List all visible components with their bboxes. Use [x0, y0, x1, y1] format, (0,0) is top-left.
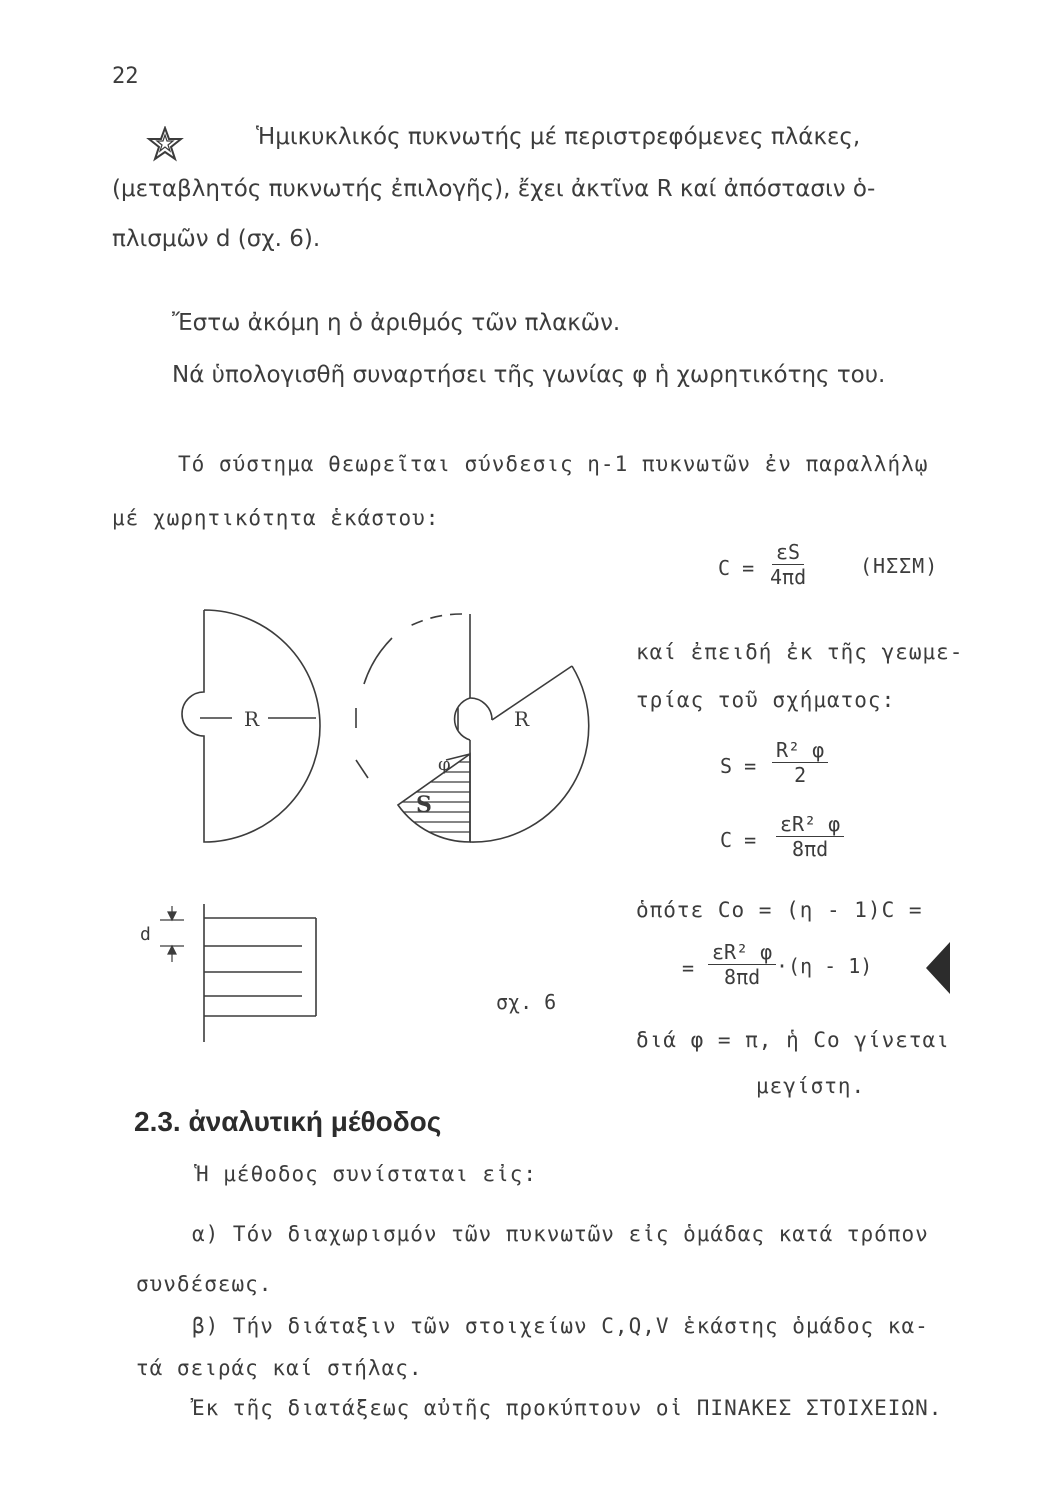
formula-1-note: (ΗΣΣΜ) [860, 554, 939, 578]
formula-5-denominator: 8πd [724, 965, 761, 989]
right-plate-arc [470, 666, 589, 842]
capacitor-figure [160, 600, 600, 1050]
label-r-left: R [244, 707, 260, 731]
since-line-2: τρίας τοῦ σχήματος: [636, 688, 896, 712]
formula-3-denominator: 8πd [792, 837, 829, 861]
problem-line-3: πλισμῶν d (σχ. 6). [112, 226, 321, 252]
formula-1-fraction [770, 540, 806, 589]
formula-1-lhs: C = [718, 556, 755, 580]
star-icon [146, 126, 184, 162]
label-s: S [416, 792, 432, 818]
problem-line-2: (μεταβλητός πυκνωτής ἐπιλογῆς), ἔχει ἀκτῖνα R καί ἀπόστασιν ὁ- [112, 176, 876, 202]
formula-1-denominator: 4πd [770, 565, 807, 589]
plates-stack [204, 904, 316, 1042]
figure-caption: σχ. 6 [496, 990, 557, 1014]
item-b-line-2: τά σειράς καί στήλας. [136, 1356, 423, 1380]
final-line: Ἐκ τῆς διατάξεως αὐτῆς προκύπτουν οἱ ΠΙΝΑΚΕΣ ΣΤΟΙΧΕΙΩΝ. [192, 1396, 943, 1420]
formula-5-fraction [708, 940, 776, 989]
since-line-1: καί ἐπειδή ἐκ τῆς γεωμε- [636, 640, 964, 664]
formula-5-lhs: = [682, 956, 695, 980]
pointer-triangle-icon [924, 940, 952, 996]
formula-4: ὁπότε Co = (η - 1)C = [636, 898, 923, 922]
problem-line-4: Ἔστω ἀκόμη η ὁ ἀριθμός τῶν πλακῶν. [172, 310, 621, 336]
formula-3-numerator: εR² φ [776, 812, 844, 837]
formula-2-numerator: R² φ [772, 738, 828, 763]
formula-5-numerator: εR² φ [708, 940, 776, 965]
section-heading: 2.3. ἀναλυτική μέθοδος [134, 1106, 442, 1137]
formula-2-lhs: S = [720, 754, 757, 778]
solution-line-1: Τό σύστημα θεωρεῖται σύνδεσις η-1 πυκνωτῶν ἐν παραλλήλῳ [178, 452, 929, 476]
formula-2-fraction [772, 738, 828, 787]
label-r-right: R [514, 707, 530, 731]
label-d-text: d [140, 924, 151, 945]
problem-line-1: Ἡμικυκλικός πυκνωτής μέ περιστρεφόμενες πλάκες, [256, 124, 861, 150]
label-phi: φ [438, 754, 451, 775]
item-b-line-1: β) Τήν διάταξιν τῶν στοιχείων C,Q,V ἑκάστης ὁμάδος κα- [192, 1314, 929, 1338]
formula-2-denominator: 2 [794, 763, 807, 787]
formula-6b: μεγίστη. [756, 1074, 866, 1098]
formula-3-lhs: C = [720, 828, 757, 852]
formula-3-fraction [776, 812, 844, 861]
section-intro: Ἡ μέθοδος συνίσταται εἰς: [196, 1162, 538, 1186]
right-plate-edge-diag [492, 666, 572, 720]
item-a-line-2: συνδέσεως. [136, 1272, 273, 1296]
formula-1-numerator: εS [772, 540, 804, 565]
item-a-line-1: α) Τόν διαχωρισμόν τῶν πυκνωτῶν εἰς ὁμάδας κατά τρόπον [192, 1222, 929, 1246]
formula-6: διά φ = π, ἡ Co γίνεται [636, 1028, 950, 1052]
page-number: 22 [112, 64, 139, 89]
problem-line-5: Νά ὑπολογισθῆ συναρτήσει τῆς γωνίας φ ἡ χωρητικότης του. [172, 362, 886, 388]
solution-line-2: μέ χωρητικότητα ἑκάστου: [112, 506, 440, 530]
formula-5-tail: ·(η - 1) [776, 954, 873, 978]
